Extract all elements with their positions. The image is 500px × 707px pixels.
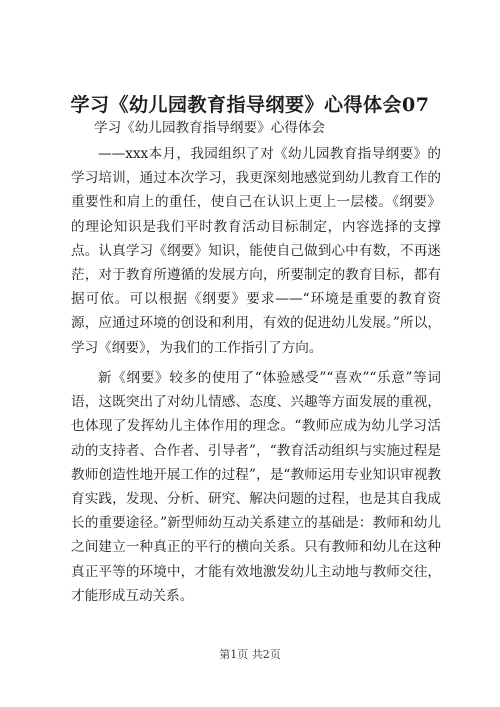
document-subtitle: 学习《幼儿园教育指导纲要》心得体会 (94, 120, 326, 136)
body-paragraph-1: ——xxx本月，我园组织了对《幼儿园教育指导纲要》的学习培训，通过本次学习，我更深刻地感觉到幼儿教育工作的重要性和肩上的重任，使自己在认识上更上一层楼。《纲要》的理论知识是我们平时教育活动目标制定，内容选择的支撑点。认真学习《纲要》知识，能使自己做到心中有数，不再迷茫，对于教育所遵循的发展方向，所要制定的教育目标，都有据可依。可以根据《纲要》要求——“环境是重要的教育资源，应通过环境的创设和利用，有效的促进幼儿发展。”所以，学习《纲要》，为我们的工作指引了方向。 (71, 146, 441, 356)
body-section-1 (71, 142, 441, 360)
page-number-footer: 第1页 共2页 (219, 648, 281, 661)
document-title: 学习《幼儿园教育指导纲要》心得体会07 (70, 94, 430, 116)
body-paragraph-2: 新《纲要》较多的使用了“体验感受”“喜欢”“乐意”等词语，这既突出了对幼儿情感、态度、兴趣等方面发展的重视，也体现了发挥幼儿主体作用的理念。“教师应成为幼儿学习活动的支持者、合作者、引导者”，“教育活动组织与实施过程是教师创造性地开展工作的过程”，是“教师运用专业知识审视教育实践，发现、分析、研究、解决问题的过程，也是其自我成长的重要途径。”新型师幼互动关系建立的基础是：教师和幼儿之间建立一种真正的平行的横向关系。只有教师和幼儿在这种真正平等的环境中，才能有效地激发幼儿主动地与教师交往，才能形成互动关系。 (71, 370, 441, 604)
body-section-2 (71, 366, 441, 608)
